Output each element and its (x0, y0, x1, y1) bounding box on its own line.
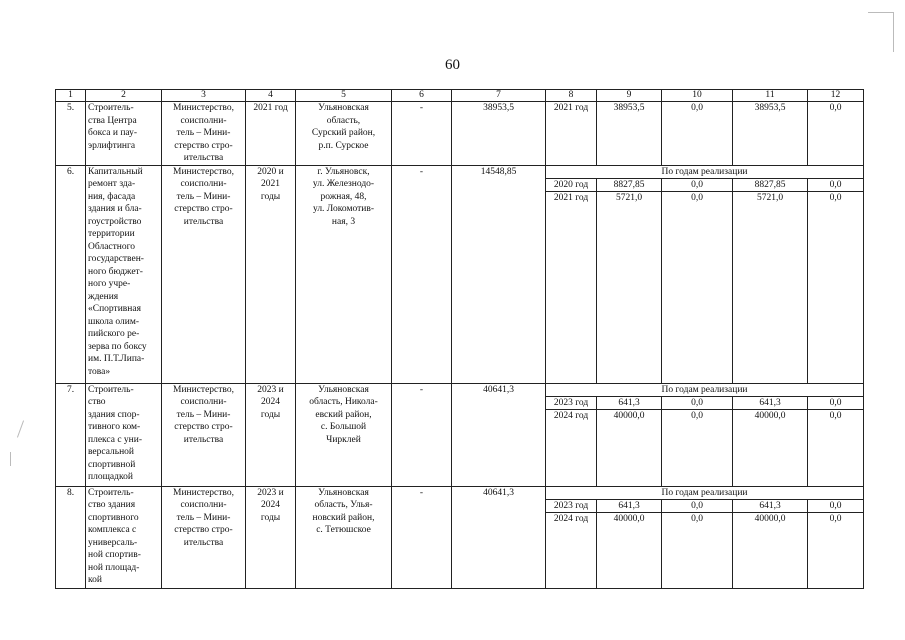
project-location (296, 383, 392, 486)
cell-text-line: площадкой (88, 472, 133, 482)
cell-text-line: пийского ре- (88, 329, 140, 339)
cell-text-line: область, Улья- (314, 500, 373, 510)
column-header: 8 (546, 90, 597, 102)
cell-text-line: Министерство, (173, 384, 234, 395)
cell-text-line: спортивного (88, 512, 139, 523)
project-name (86, 165, 162, 383)
cell-text-line: ительства (183, 153, 224, 163)
amount-col-12: 0,0 (808, 191, 864, 383)
column-header: 5 (296, 90, 392, 102)
responsible-organization (162, 102, 246, 166)
cell-text-line: 2023 и (257, 487, 284, 498)
amount-col-12: 0,0 (808, 409, 864, 486)
column-header: 6 (392, 90, 452, 102)
amount-col-9: 38953,5 (597, 102, 662, 166)
cell-text-line: евский район, (315, 409, 372, 420)
implementation-period (246, 102, 296, 166)
column-6-value: - (392, 102, 452, 166)
projects-table (55, 89, 864, 589)
amount-col-10: 0,0 (662, 499, 733, 512)
cell-text-line: государствен- (88, 254, 144, 264)
amount-col-9: 641,3 (597, 396, 662, 409)
total-amount: 38953,5 (452, 102, 546, 166)
cell-text-line: Министерство, (173, 103, 234, 113)
cell-text-line: им. П.Т.Липа- (88, 354, 145, 364)
cell-text-line: зерва по боксу (88, 341, 147, 352)
table-row (56, 102, 864, 166)
column-header: 12 (808, 90, 864, 102)
column-6-value: - (392, 383, 452, 486)
amount-col-9: 40000,0 (597, 409, 662, 486)
cell-text-line: рожная, 48, (320, 191, 367, 202)
cell-text-line: тель – Мини- (176, 191, 231, 202)
cell-text-line: Министерство, (173, 166, 234, 177)
amount-col-11: 641,3 (733, 499, 808, 512)
amount-col-10: 0,0 (662, 396, 733, 409)
year-label: 2023 год (546, 396, 597, 409)
cell-text-line: область, Никола- (309, 397, 378, 407)
cell-text-line: соисполни- (180, 179, 227, 189)
scan-mark (17, 420, 24, 437)
column-header: 1 (56, 90, 86, 102)
cell-text-line: Строитель- (88, 103, 134, 113)
cell-text-line: Ульяновская (318, 103, 369, 113)
cell-text-line: 2021 год (253, 103, 288, 113)
project-location (296, 102, 392, 166)
cell-text-line: това» (88, 366, 111, 377)
amount-col-12: 0,0 (808, 512, 864, 588)
column-header: 4 (246, 90, 296, 102)
cell-text-line: ной площад- (88, 562, 140, 573)
cell-text-line: соисполни- (180, 397, 227, 407)
cell-text-line: стерство стро- (174, 422, 233, 432)
amount-col-11: 40000,0 (733, 409, 808, 486)
amount-col-11: 5721,0 (733, 191, 808, 383)
cell-text-line: Областного (88, 241, 136, 252)
responsible-organization (162, 165, 246, 383)
cell-text-line: соисполни- (180, 115, 227, 126)
by-years-label: По годам реализации (546, 383, 864, 396)
year-label: 2024 год (546, 512, 597, 588)
cell-text-line: ния, фасада (88, 191, 136, 202)
scan-mark (893, 12, 894, 52)
row-number: 6. (56, 165, 86, 383)
year-label: 2021 год (546, 102, 597, 166)
cell-text-line: ство здания (88, 500, 136, 510)
cell-text-line: р.п. Сурское (318, 140, 369, 151)
cell-text-line: плекса с уни- (88, 434, 143, 445)
cell-text-line: г. Ульяновск, (317, 166, 370, 177)
project-name (86, 383, 162, 486)
cell-text-line: новский район, (312, 512, 375, 523)
table-row (56, 165, 864, 178)
project-location (296, 486, 392, 588)
amount-col-10: 0,0 (662, 102, 733, 166)
cell-text-line: «Спортивная (88, 304, 141, 314)
row-number: 5. (56, 102, 86, 166)
project-name (86, 102, 162, 166)
cell-text-line: ительства (183, 216, 224, 227)
cell-text-line: тель – Мини- (176, 512, 231, 523)
cell-text-line: ительства (183, 537, 224, 548)
implementation-period (246, 165, 296, 383)
cell-text-line: ного бюджет- (88, 266, 143, 277)
cell-text-line: с. Большой (320, 422, 367, 432)
cell-text-line: Министерство, (173, 487, 234, 498)
amount-col-9: 8827,85 (597, 178, 662, 191)
amount-col-9: 5721,0 (597, 191, 662, 383)
cell-text-line: ной спортив- (88, 550, 141, 560)
cell-text-line: здания спор- (88, 409, 140, 420)
cell-text-line: тель – Мини- (176, 409, 231, 420)
amount-col-11: 8827,85 (733, 178, 808, 191)
column-header-row (56, 90, 864, 102)
cell-text-line: 2023 и (257, 384, 284, 395)
column-header: 11 (733, 90, 808, 102)
amount-col-10: 0,0 (662, 512, 733, 588)
amount-col-10: 0,0 (662, 191, 733, 383)
year-label: 2024 год (546, 409, 597, 486)
cell-text-line: стерство стро- (174, 140, 233, 151)
cell-text-line: универсаль- (88, 537, 138, 548)
amount-col-12: 0,0 (808, 499, 864, 512)
cell-text-line: Строитель- (88, 487, 134, 498)
column-6-value: - (392, 486, 452, 588)
cell-text-line: ул. Железнодо- (312, 179, 375, 189)
cell-text-line: соисполни- (180, 500, 227, 510)
cell-text-line: Чирклей (326, 434, 361, 445)
cell-text-line: Ульяновская (318, 487, 369, 498)
amount-col-12: 0,0 (808, 102, 864, 166)
cell-text-line: годы (260, 191, 281, 202)
cell-text-line: годы (260, 409, 281, 420)
cell-text-line: Капитальный (88, 166, 143, 177)
cell-text-line: 2021 (261, 179, 280, 189)
amount-col-11: 40000,0 (733, 512, 808, 588)
project-name (86, 486, 162, 588)
cell-text-line: здания и бла- (88, 204, 142, 214)
year-label: 2021 год (546, 191, 597, 383)
implementation-period (246, 383, 296, 486)
cell-text-line: Сурский район, (311, 128, 376, 138)
year-label: 2020 год (546, 178, 597, 191)
project-location (296, 165, 392, 383)
amount-col-10: 0,0 (662, 178, 733, 191)
cell-text-line: годы (260, 512, 281, 523)
cell-text-line: эрлифтинга (88, 140, 136, 151)
cell-text-line: кой (88, 575, 102, 585)
cell-text-line: территории (88, 229, 135, 239)
column-header: 7 (452, 90, 546, 102)
amount-col-11: 38953,5 (733, 102, 808, 166)
cell-text-line: ул. Локомотив- (312, 204, 374, 214)
cell-text-line: ного учре- (88, 279, 131, 289)
amount-col-11: 641,3 (733, 396, 808, 409)
cell-text-line: Строитель- (88, 384, 134, 395)
cell-text-line: комплекса с (88, 525, 137, 535)
page-number: 60 (445, 57, 460, 73)
cell-text-line: ная, 3 (331, 216, 356, 227)
cell-text-line: Ульяновская (318, 384, 369, 395)
cell-text-line: 2020 и (257, 166, 284, 177)
cell-text-line: ждения (88, 291, 119, 302)
total-amount: 40641,3 (452, 383, 546, 486)
cell-text-line: бокса и пау- (88, 128, 138, 138)
cell-text-line: ительства (183, 434, 224, 445)
by-years-label: По годам реализации (546, 486, 864, 499)
column-6-value: - (392, 165, 452, 383)
implementation-period (246, 486, 296, 588)
amount-col-10: 0,0 (662, 409, 733, 486)
cell-text-line: гоустройство (88, 216, 142, 227)
cell-text-line: с. Тетюшское (316, 525, 371, 535)
table-row (56, 383, 864, 396)
scan-mark (868, 12, 894, 13)
by-years-label: По годам реализации (546, 165, 864, 178)
cell-text-line: стерство стро- (174, 525, 233, 535)
cell-text-line: ремонт зда- (88, 179, 136, 189)
column-header: 9 (597, 90, 662, 102)
amount-col-12: 0,0 (808, 396, 864, 409)
total-amount: 40641,3 (452, 486, 546, 588)
cell-text-line: тивного ком- (88, 422, 141, 432)
amount-col-9: 641,3 (597, 499, 662, 512)
cell-text-line: 2024 (261, 397, 280, 407)
cell-text-line: ства Центра (88, 115, 137, 126)
year-label: 2023 год (546, 499, 597, 512)
table-row (56, 486, 864, 499)
column-header: 2 (86, 90, 162, 102)
cell-text-line: школа олим- (88, 316, 140, 327)
cell-text-line: область, (326, 115, 361, 126)
cell-text-line: версальной (88, 447, 135, 457)
scan-mark (10, 452, 11, 466)
cell-text-line: 2024 (261, 500, 280, 510)
row-number: 7. (56, 383, 86, 486)
amount-col-12: 0,0 (808, 178, 864, 191)
cell-text-line: ство (88, 397, 106, 407)
amount-col-9: 40000,0 (597, 512, 662, 588)
responsible-organization (162, 383, 246, 486)
column-header: 3 (162, 90, 246, 102)
responsible-organization (162, 486, 246, 588)
cell-text-line: тель – Мини- (176, 128, 231, 138)
cell-text-line: стерство стро- (174, 204, 233, 214)
cell-text-line: спортивной (88, 459, 136, 470)
column-header: 10 (662, 90, 733, 102)
row-number: 8. (56, 486, 86, 588)
total-amount: 14548,85 (452, 165, 546, 383)
